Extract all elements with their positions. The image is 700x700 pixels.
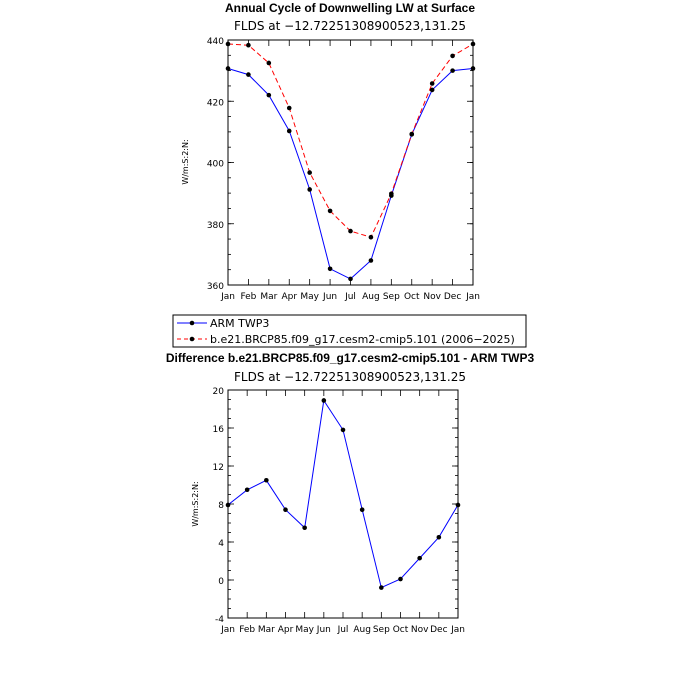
series-1-point <box>341 428 346 433</box>
legend-label-model: b.e21.BRCP85.f09_g17.cesm2-cmip5.101 (2006−2025) <box>210 333 515 346</box>
chart1-subtitle: FLDS at −12.72251308900523,131.25 <box>234 19 466 33</box>
x-tick-label: Jul <box>345 292 356 302</box>
series-2-point <box>389 191 394 196</box>
series-2-point <box>328 209 333 214</box>
series-2-point <box>226 42 231 47</box>
y-tick-label: 440 <box>206 37 224 47</box>
series-2-point <box>471 42 476 47</box>
series-1-point <box>456 503 461 508</box>
series-1-point <box>437 535 442 540</box>
series-line-1 <box>228 69 473 279</box>
y-tick-label: 420 <box>206 98 224 109</box>
series-2-point <box>430 81 435 86</box>
x-tick-label: Jan <box>221 292 235 302</box>
legend-marker-model <box>190 337 195 342</box>
series-1-point <box>283 507 288 512</box>
x-tick-label: Apr <box>277 625 294 635</box>
x-tick-label: Jun <box>323 292 338 302</box>
x-tick-label: May <box>295 625 314 635</box>
x-tick-label: Sep <box>382 292 400 302</box>
x-tick-label: Jan <box>451 625 465 635</box>
x-tick-label: Feb <box>239 625 256 635</box>
series-1-point <box>417 556 422 561</box>
series-1-point <box>360 507 365 512</box>
series-1-point <box>245 487 250 492</box>
series-line-2 <box>228 44 473 237</box>
series-1-point <box>322 398 327 403</box>
x-tick-label: Apr <box>281 292 298 302</box>
chart-difference <box>166 351 535 635</box>
y-tick-label: -4 <box>215 615 224 625</box>
series-1-point <box>450 68 455 73</box>
y-tick-label: 20 <box>212 387 224 397</box>
x-tick-label: Mar <box>257 625 275 635</box>
x-tick-label: Nov <box>410 625 429 635</box>
chart2-series-points <box>226 398 461 590</box>
x-tick-label: Oct <box>403 292 420 302</box>
series-1-point <box>226 503 231 508</box>
chart2-subtitle: FLDS at −12.72251308900523,131.25 <box>234 370 466 384</box>
series-2-point <box>287 106 292 111</box>
chart1-title: Annual Cycle of Downwelling LW at Surface <box>224 1 476 15</box>
y-tick-label: 0 <box>218 577 224 587</box>
series-1-point <box>379 585 384 590</box>
chart1-series-points <box>226 42 476 281</box>
series-2-point <box>307 170 312 175</box>
y-tick-label: 8 <box>218 501 224 511</box>
chart-annual-cycle <box>181 1 480 302</box>
x-tick-label: Jan <box>221 625 235 635</box>
x-tick-label: May <box>300 292 319 302</box>
series-1-point <box>430 88 435 93</box>
series-2-point <box>348 229 353 234</box>
x-tick-label: Sep <box>372 625 390 635</box>
y-tick-label: 4 <box>218 539 224 549</box>
x-tick-label: Dec <box>430 625 448 635</box>
legend-marker-arm <box>190 321 195 326</box>
y-tick-label: 400 <box>206 159 224 170</box>
y-tick-label: 380 <box>206 220 224 231</box>
legend-label-arm: ARM TWP3 <box>210 317 270 330</box>
series-1-point <box>226 66 231 71</box>
x-tick-label: Dec <box>443 292 462 302</box>
series-1-point <box>302 525 307 530</box>
x-tick-label: Jul <box>337 625 349 635</box>
series-1-point <box>398 577 403 582</box>
chart2-y-axis-label: W/m:S:2:N: <box>191 481 200 527</box>
series-1-point <box>348 277 353 282</box>
chart2-plot-frame <box>228 390 458 618</box>
chart1-plot-frame <box>228 40 473 285</box>
series-1-point <box>328 266 333 271</box>
chart1-series-lines <box>228 44 473 279</box>
series-2-point <box>267 61 272 66</box>
x-tick-label: Jan <box>466 292 480 302</box>
x-tick-label: Aug <box>353 625 371 635</box>
chart1-legend <box>173 315 526 347</box>
y-tick-label: 12 <box>212 463 224 473</box>
y-tick-label: 16 <box>212 425 224 435</box>
x-tick-label: Aug <box>362 292 380 302</box>
series-2-point <box>246 43 251 48</box>
chart1-y-axis-label: W/m:S:2:N: <box>181 139 190 185</box>
x-tick-label: Feb <box>240 292 257 302</box>
x-tick-label: Mar <box>260 292 278 302</box>
x-tick-label: Nov <box>423 292 441 302</box>
series-2-point <box>409 132 414 137</box>
series-1-point <box>369 258 374 263</box>
series-1-point <box>264 478 269 483</box>
x-tick-label: Oct <box>392 625 409 635</box>
series-1-point <box>287 129 292 134</box>
series-1-point <box>246 72 251 77</box>
series-1-point <box>267 93 272 98</box>
series-1-point <box>471 66 476 71</box>
series-1-point <box>307 187 312 192</box>
y-tick-label: 360 <box>206 282 224 292</box>
x-tick-label: Jun <box>316 625 331 635</box>
series-2-point <box>450 54 455 59</box>
chart2-title: Difference b.e21.BRCP85.f09_g17.cesm2-cmip5.101 - ARM TWP3 <box>165 351 535 365</box>
series-2-point <box>369 235 374 240</box>
